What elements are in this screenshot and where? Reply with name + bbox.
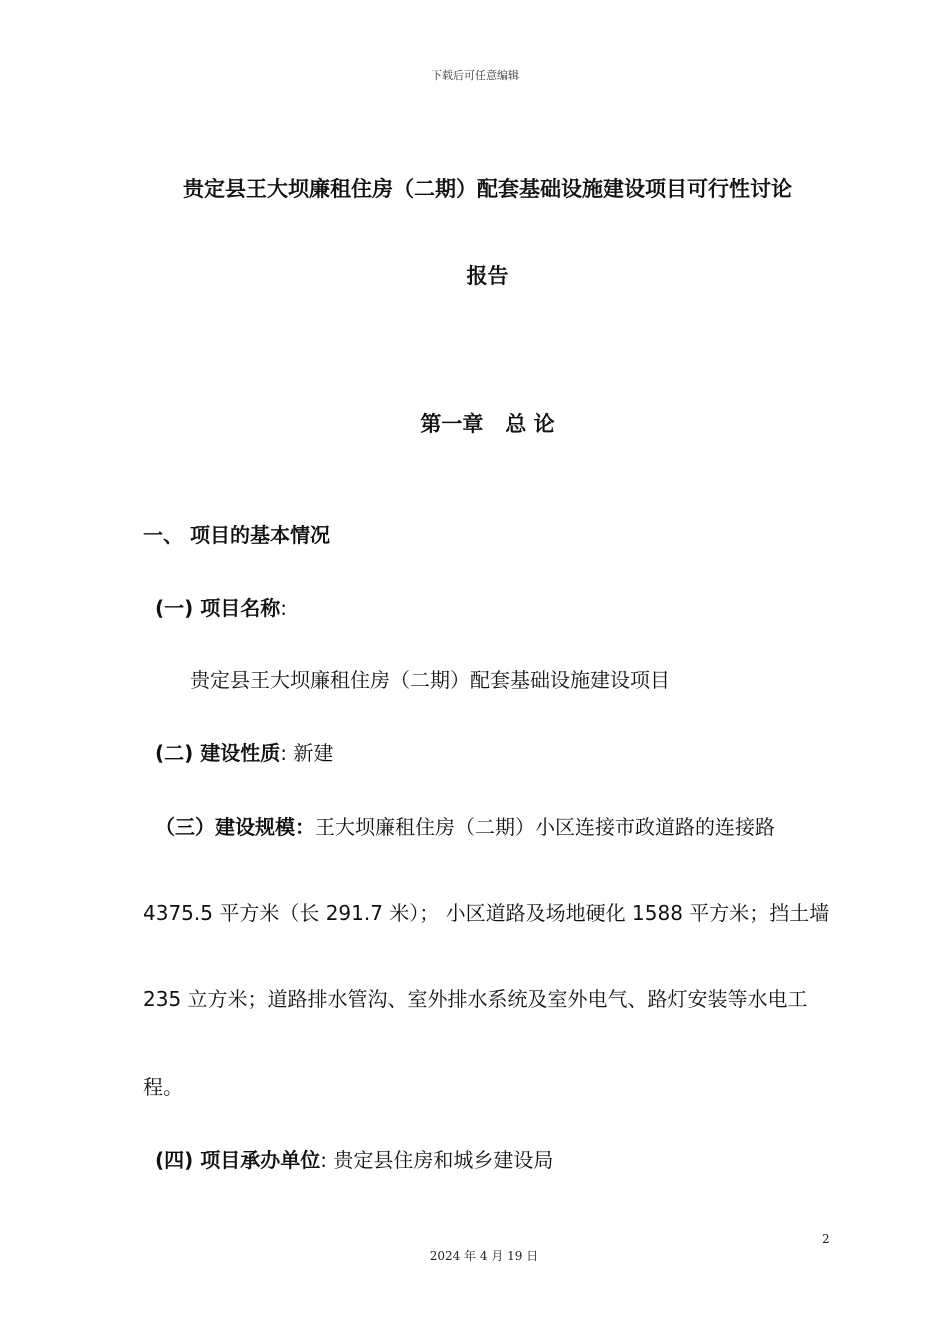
construction-scale-value: 王大坝廉租住房（二期）小区连接市政道路的连接路	[315, 815, 775, 839]
undertaking-unit-separator: :	[320, 1148, 327, 1172]
construction-scale-separator: ：	[295, 815, 315, 839]
construction-scale-line-3: 235 立方米；道路排水管沟、室外排水系统及室外电气、路灯安装等水电工	[143, 987, 808, 1011]
project-name-value: 贵定县王大坝廉租住房（二期）配套基础设施建设项目	[190, 668, 670, 692]
undertaking-unit-value: 贵定县住房和城乡建设局	[327, 1148, 554, 1172]
document-title-line-2: 报告	[466, 264, 509, 288]
construction-nature-value: 新建	[287, 741, 334, 765]
construction-scale-label: （三）建设规模	[155, 815, 295, 839]
document-title-line-1: 贵定县王大坝廉租住房（二期）配套基础设施建设项目可行性讨论	[183, 177, 792, 201]
header-note: 下载后可任意编辑	[431, 69, 519, 82]
construction-scale-line-2: 4375.5 平方米（长 291.7 米）； 小区道路及场地硬化 1588 平方米；挡土墙	[143, 901, 830, 925]
footer-date: 2024 年 4 月 19 日	[429, 1249, 539, 1263]
project-name-label: (一) 项目名称	[155, 596, 281, 620]
undertaking-unit-label: (四) 项目承办单位	[155, 1148, 321, 1172]
construction-scale-line-4: 程。	[143, 1075, 183, 1099]
project-name-separator: :	[280, 596, 287, 620]
chapter-heading: 第一章 总 论	[420, 412, 555, 436]
undertaking-unit-item	[155, 1144, 553, 1173]
construction-scale-item	[155, 811, 775, 840]
section-heading: 一、 项目的基本情况	[143, 523, 330, 547]
construction-nature-label: (二) 建设性质	[155, 741, 281, 765]
page-number: 2	[822, 1232, 830, 1246]
project-name-item	[155, 592, 287, 621]
construction-nature-separator: :	[280, 741, 287, 765]
construction-nature-item	[155, 737, 333, 766]
